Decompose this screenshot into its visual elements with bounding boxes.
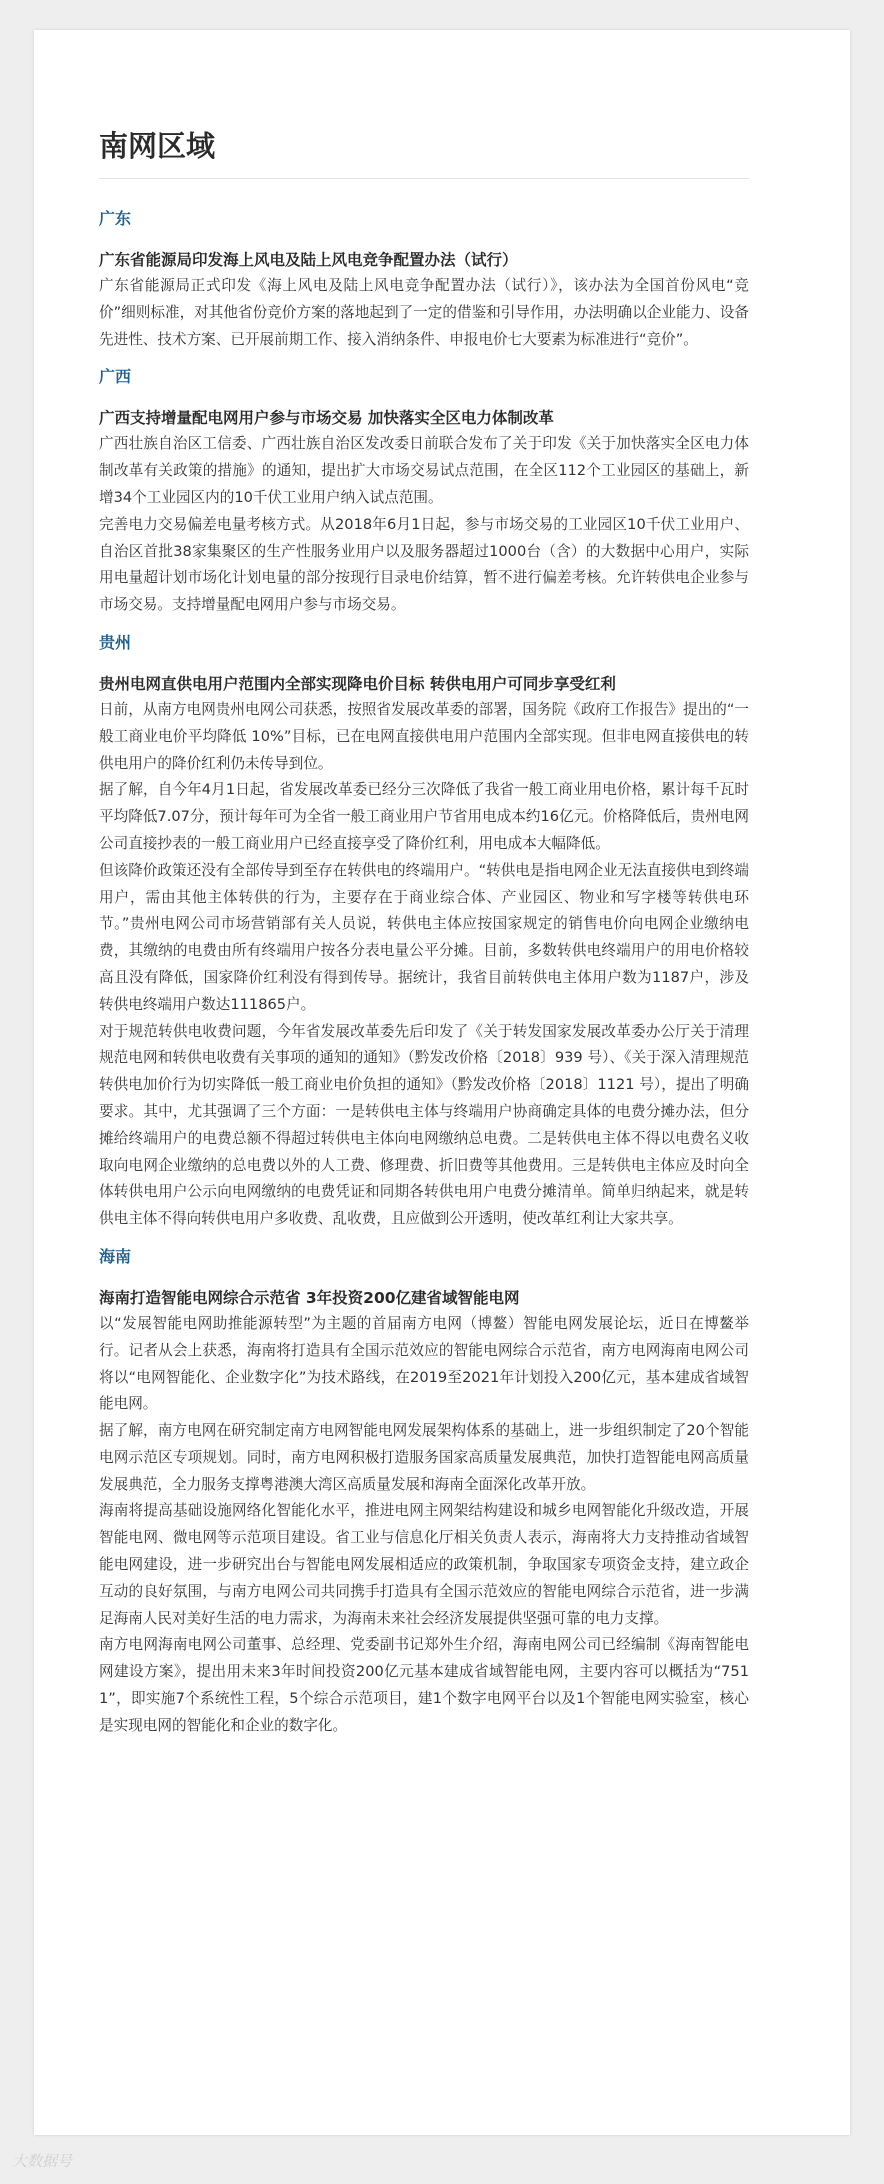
section-heading-guangxi: 广西 — [99, 367, 132, 387]
paragraph: 南方电网海南电网公司董事、总经理、党委副书记郑外生介绍，海南电网公司已经编制《海南智能电网建设方案》，提出用未来3年时间投资200亿元基本建成省域智能电网，主要内容可以概括为“7511”，即实施7个系统性工程，5个综合示范项目，建1个数字电网平台以及1个智能电网实验室，核心是实现电网的智能化和企业的数字化。 — [99, 1636, 749, 1734]
section-heading-guizhou: 贵州 — [99, 632, 132, 652]
paragraph: 但该降价政策还没有全部传导到至存在转供电的终端用户。“转供电是指电网企业无法直接供电到终端用户，需由其他主体转供的行为，主要存在于商业综合体、产业园区、物业和写字楼等转供电环节。”贵州电网公司市场营销部有关人员说，转供电主体应按国家规定的销售电价向电网企业缴纳电费，其缴纳的电费由所有终端用户按各分表电量公平分摊。目前，多数转供电终端用户的用电价格较高且没有降低，国家降价红利没有得到传导。据统计，我省目前转供电主体用户数为1187户，涉及转供电终端用户数达111865户。 — [99, 861, 749, 1013]
article-title-hainan: 海南打造智能电网综合示范省 3年投资200亿建省域智能电网 — [99, 1288, 520, 1307]
article-title-guangdong: 广东省能源局印发海上风电及陆上风电竞争配置办法（试行） — [99, 251, 518, 269]
paragraph: 广东省能源局正式印发《海上风电及陆上风电竞争配置办法（试行）》，该办法为全国首份风电“竞价”细则标准，对其他省份竞价方案的落地起到了一定的借鉴和引导作用，办法明确以企业能力、设备先进性、技术方案、已开展前期工作、接入消纳条件、申报电价七大要素为标准进行“竞价”。 — [99, 277, 749, 348]
article-content — [99, 126, 749, 1740]
paragraph: 据了解，南方电网在研究制定南方电网智能电网发展架构体系的基础上，进一步组织制定了20个智能电网示范区专项规划。同时，南方电网积极打造服务国家高质量发展典范，加快打造智能电网高质量发展典范，全力服务支撑粤港澳大湾区高质量发展和海南全面深化改革开放。 — [99, 1422, 749, 1493]
paragraph: 广西壮族自治区工信委、广西壮族自治区发改委日前联合发布了关于印发《关于加快落实全区电力体制改革有关政策的措施》的通知，提出扩大市场交易试点范围，在全区112个工业园区的基础上，新增34个工业园区内的10千伏工业用户纳入试点范围。 — [99, 435, 749, 506]
paragraph: 据了解，自今年4月1日起，省发展改革委已经分三次降低了我省一般工商业用电价格，累计每千瓦时平均降低7.07分，预计每年可为全省一般工商业用户节省用电成本约16亿元。价格降低后，贵州电网公司直接抄表的一般工商业用户已经直接享受了降价红利，用电成本大幅降低。 — [99, 781, 749, 852]
paragraph: 日前，从南方电网贵州电网公司获悉，按照省发展改革委的部署，国务院《政府工作报告》提出的“一般工商业电价平均降低 10%”目标，已在电网直接供电用户范围内全部实现。但非电网直接供电的转供电用户的降价红利仍未传导到位。 — [99, 700, 749, 772]
watermark-text: 大数据号 — [12, 2152, 73, 2170]
page-title: 南网区域 — [99, 126, 749, 179]
article-title-guangxi: 广西支持增量配电网用户参与市场交易 加快落实全区电力体制改革 — [99, 409, 554, 428]
article-title-guizhou: 贵州电网直供电用户范围内全部实现降电价目标 转供电用户可同步享受红利 — [99, 674, 616, 693]
paragraph: 完善电力交易偏差电量考核方式。从2018年6月1日起，参与市场交易的工业园区10千伏工业用户、自治区首批38家集聚区的生产性服务业用户以及服务器超过1000台（含）的大数据中心用户，实际用电量超计划市场化计划电量的部分按现行目录电价结算，暂不进行偏差考核。允许转供电企业参与市场交易。支持增量配电网用户参与市场交易。 — [99, 515, 749, 614]
paragraph: 以“发展智能电网助推能源转型”为主题的首届南方电网（博鳌）智能电网发展论坛，近日在博鳌举行。记者从会上获悉，海南将打造具有全国示范效应的智能电网综合示范省，南方电网海南电网公司将以“电网智能化、企业数字化”为技术路线，在2019至2021年计划投入200亿元，基本建成省域智能电网。 — [99, 1314, 749, 1413]
section-heading-guangdong: 广东 — [99, 209, 132, 228]
paragraph: 对于规范转供电收费问题，今年省发展改革委先后印发了《关于转发国家发展改革委办公厅关于清理规范电网和转供电收费有关事项的通知的通知》（黔发改价格〔2018〕939 号）、《关于深入清理规范转供电加价行为切实降低一般工商业电价负担的通知》（黔发改价格〔2018〕1121 号），提出了明确要求。其中，尤其强调了三个方面：一是转供电主体与终端用户协商确定具体的电费分摊办法，但分摊给终端用户的电费总额不得超过转供电主体向电网缴纳总电费。二是转供电主体不得以电费名义收取向电网企业缴纳的总电费以外的人工费、修理费、折旧费等其他费用。三是转供电主体应及时向全体转供电用户公示向电网缴纳的电费凭证和同期各转供电用户电费分摊清单。简单归纳起来，就是转供电主体不得向转供电用户多收费、乱收费，且应做到公开透明，使改革红利让大家共享。 — [99, 1022, 749, 1228]
section-heading-hainan: 海南 — [99, 1246, 132, 1266]
paragraph: 海南将提高基础设施网络化智能化水平，推进电网主网架结构建设和城乡电网智能化升级改造，开展智能电网、微电网等示范项目建设。省工业与信息化厅相关负责人表示，海南将大力支持推动省域智能电网建设，进一步研究出台与智能电网发展相适应的政策机制，争取国家专项资金支持，建立政企互动的良好氛围，与南方电网公司共同携手打造具有全国示范效应的智能电网综合示范省，进一步满足海南人民对美好生活的电力需求，为海南未来社会经济发展提供坚强可靠的电力支撑。 — [99, 1502, 749, 1627]
